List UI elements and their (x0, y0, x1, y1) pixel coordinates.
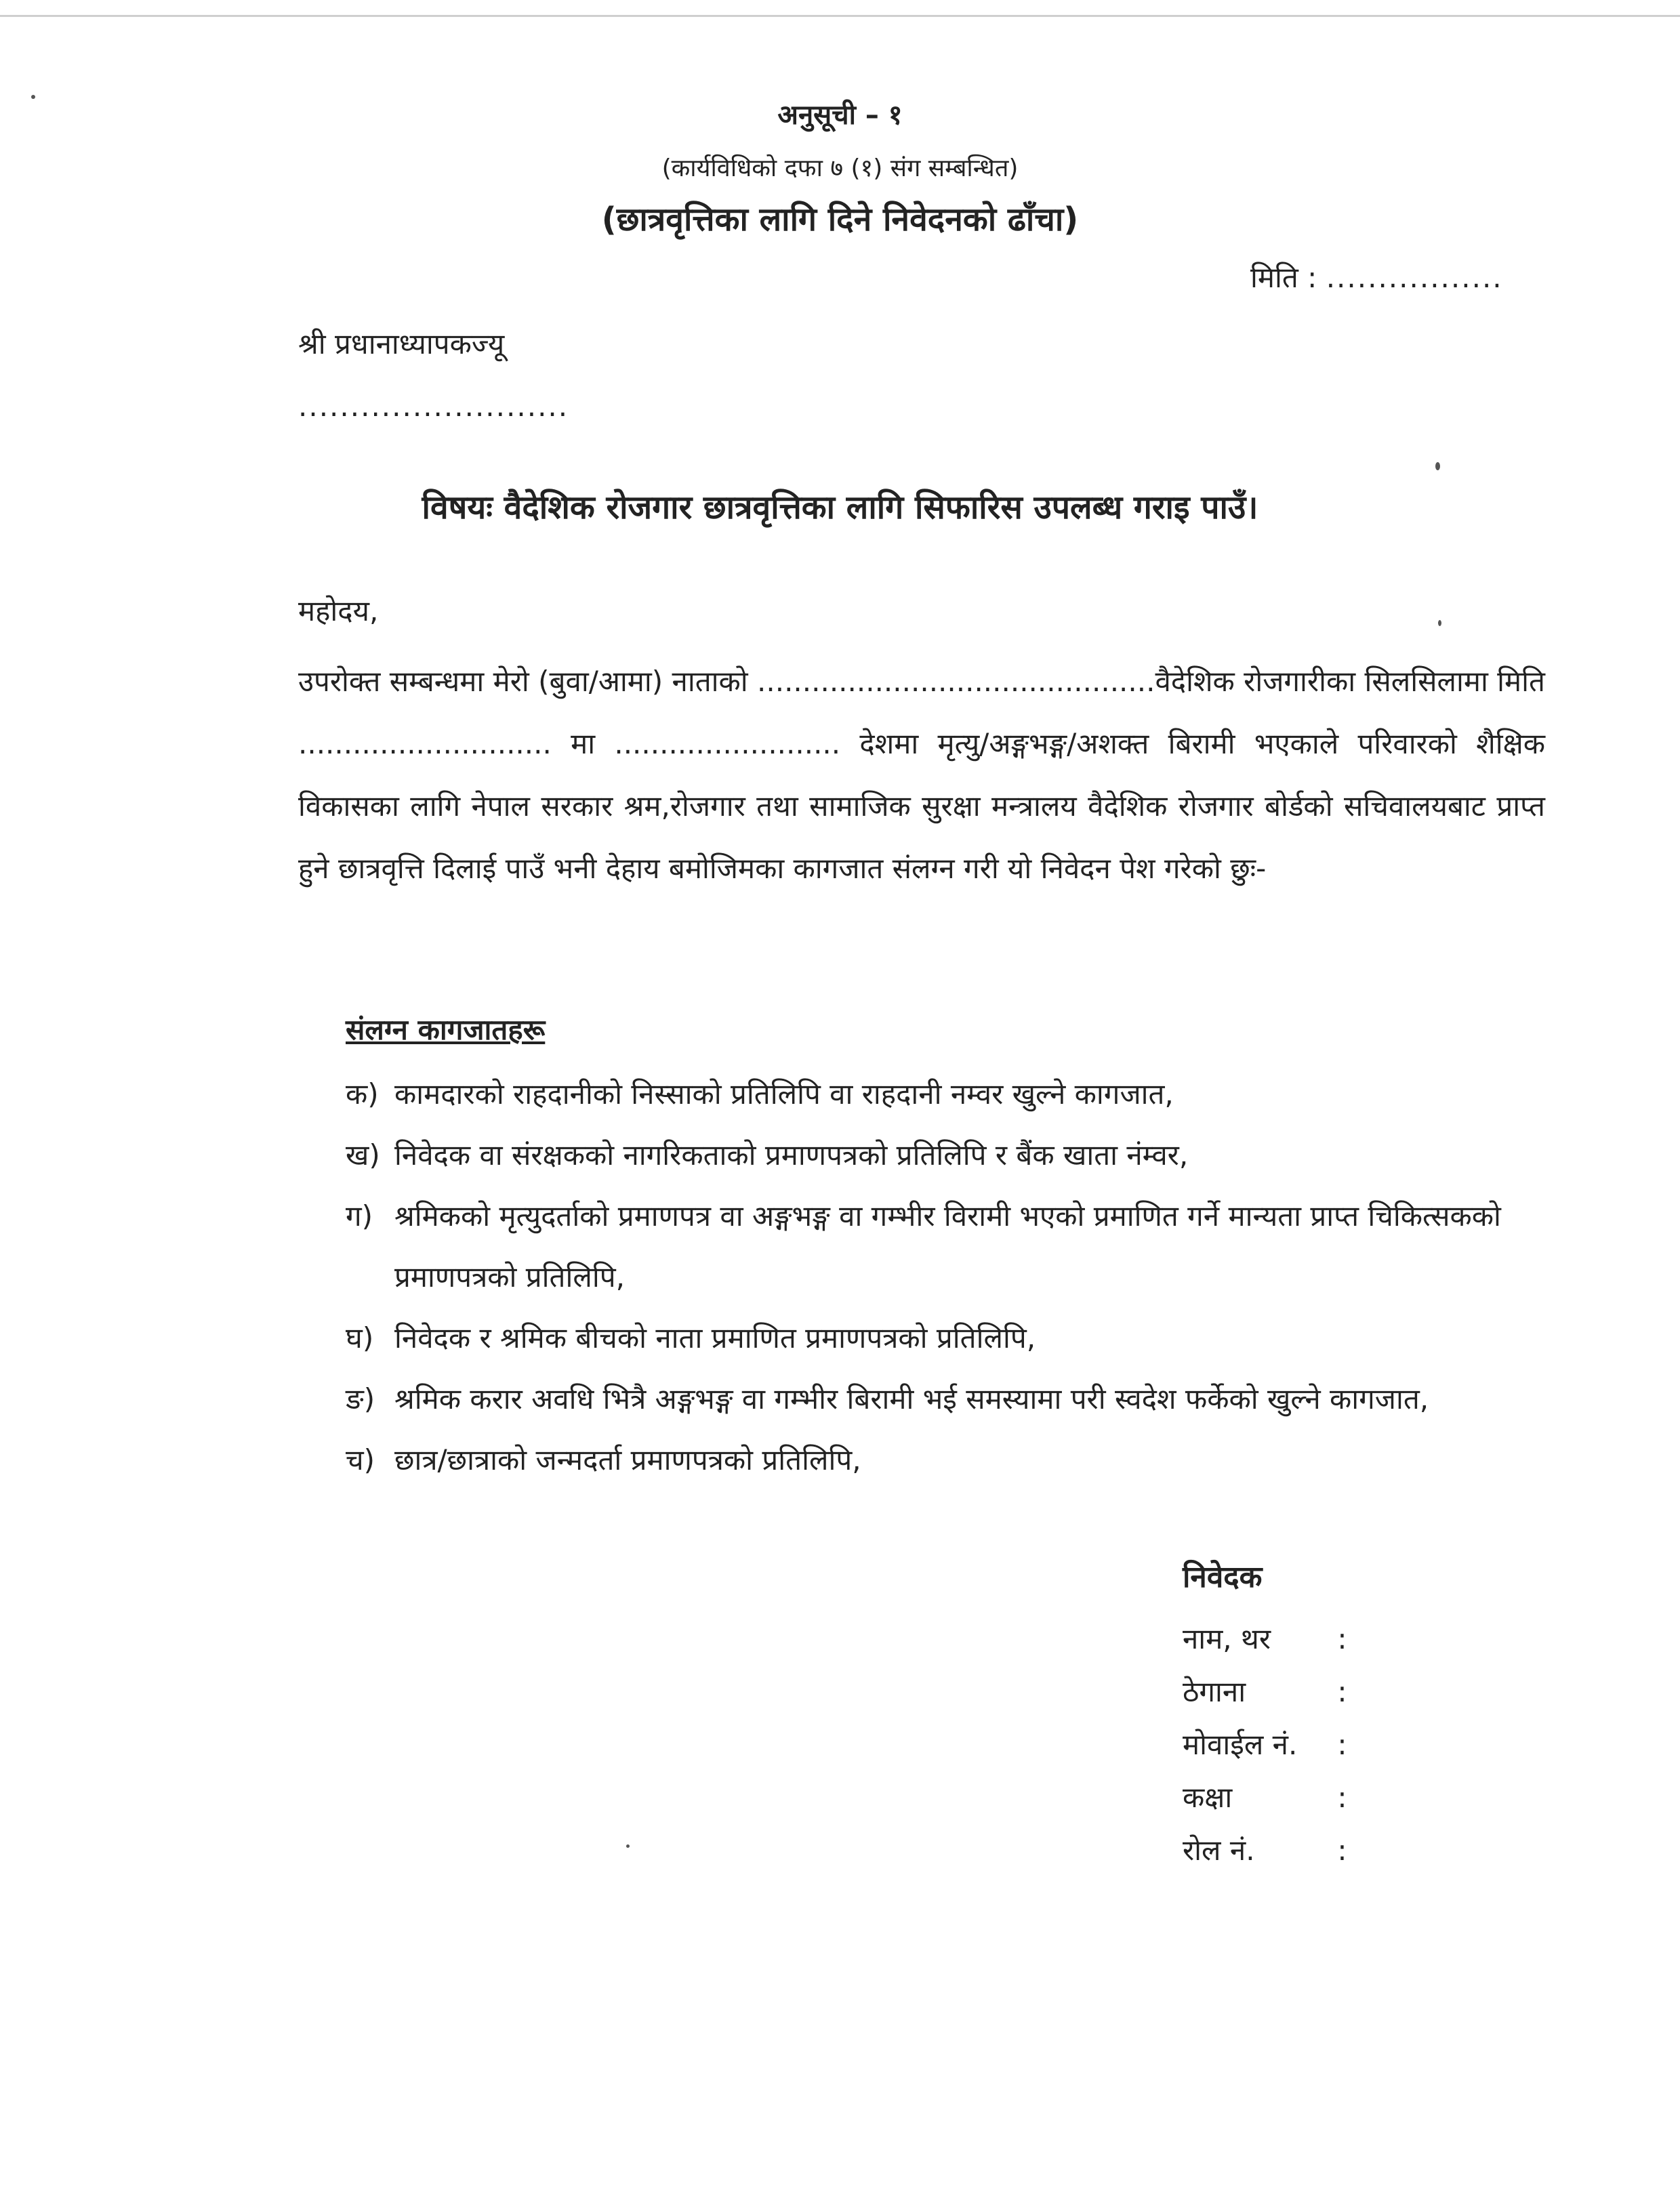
list-item-marker: ख) (346, 1138, 380, 1172)
list-item (346, 1308, 1545, 1369)
field-mobile (1183, 1718, 1347, 1771)
list-item-text: छात्र/छात्राको जन्मदर्ता प्रमाणपत्रको प्रतिलिपि, (394, 1443, 861, 1477)
scan-speck (1438, 620, 1441, 626)
field-label: मोवाईल नं. (1183, 1728, 1298, 1761)
list-item-marker: क) (346, 1077, 379, 1111)
field-class (1183, 1771, 1347, 1824)
list-item-marker: घ) (346, 1321, 374, 1355)
list-item (346, 1430, 1545, 1491)
field-address (1183, 1666, 1347, 1718)
field-label: कक्षा (1183, 1781, 1233, 1814)
list-item-marker: ग) (346, 1199, 373, 1233)
field-separator: : (1337, 1675, 1347, 1708)
list-item-text: श्रमिक करार अवधि भित्रै अङ्गभङ्ग वा गम्भीर बिरामी भई समस्यामा परी स्वदेश फर्केको खुल्ने कागजात, (394, 1382, 1429, 1416)
attachments-list (346, 1064, 1545, 1491)
field-separator: : (1337, 1622, 1347, 1655)
salutation: महोदय, (298, 594, 379, 627)
procedure-reference: (कार्यविधिको दफा ७ (१) संग सम्बन्धित) (661, 154, 1019, 182)
field-label: नाम, थर (1183, 1622, 1271, 1655)
scan-speck (31, 95, 35, 99)
list-item-marker: ङ) (346, 1382, 375, 1416)
field-separator: : (1337, 1834, 1347, 1867)
date-blank: ................. (1326, 261, 1503, 294)
date-label: मिति : (1250, 261, 1317, 294)
form-title: (छात्रवृत्तिका लागि दिने निवेदनको ढाँचा) (601, 201, 1079, 239)
addressee-blank: .......................... (298, 390, 569, 423)
applicant-heading: निवेदक (1183, 1560, 1263, 1594)
scan-edge-line (0, 15, 1680, 17)
field-label: रोल नं. (1183, 1834, 1255, 1867)
subject-line: विषयः वैदेशिक रोजगार छात्रवृत्तिका लागि सिफारिस उपलब्ध गराइ पाउँ। (422, 489, 1258, 527)
scan-speck (1435, 462, 1440, 470)
list-item-text: कामदारको राहदानीको निस्साको प्रतिलिपि वा राहदानी नम्वर खुल्ने कागजात, (394, 1077, 1174, 1111)
applicant-fields (1183, 1613, 1347, 1877)
field-name (1183, 1613, 1347, 1666)
list-item-text: श्रमिकको मृत्युदर्ताको प्रमाणपत्र वा अङ्गभङ्ग वा गम्भीर विरामी भएको प्रमाणित गर्ने मान्यता प्राप्त चिकित्सकको प्रमाणपत्रको प्रतिलिपि, (394, 1199, 1501, 1294)
attachments-heading: संलग्न कागजातहरू (346, 1013, 546, 1046)
date-line (1250, 257, 1503, 296)
list-item-marker: च) (346, 1443, 375, 1477)
scan-speck (626, 1844, 630, 1848)
schedule-label: अनुसूची – १ (777, 100, 903, 131)
list-item (346, 1125, 1545, 1186)
list-item (346, 1369, 1545, 1430)
list-item-text: निवेदक र श्रमिक बीचको नाता प्रमाणित प्रमाणपत्रको प्रतिलिपि, (394, 1321, 1036, 1355)
body-paragraph: उपरोक्त सम्बन्धमा मेरो (बुवा/आमा) नाताको ............................................वैदेशिक रोजगारीका सिलसिलामा मिति ............................ मा ......................... देशमा मृत्यु/अङ्गभङ्ग/अशक्त बिरामी भएकाले परिवारको शैक्षिक विकासका लागि नेपाल सरकार श्रम,रोजगार तथा सामाजिक सुरक्षा मन्त्रालय वैदेशिक रोजगार बोर्डको सचिवालयबाट प्राप्त हुने छात्रवृत्ति दिलाई पाउँ भनी देहाय बमोजिमका कागजात संलग्न गरी यो निवेदन पेश गरेको छुः- (298, 665, 1545, 885)
field-separator: : (1337, 1728, 1347, 1761)
addressee: श्री प्रधानाध्यापकज्यू (298, 327, 505, 360)
list-item (346, 1064, 1545, 1125)
list-item (346, 1186, 1545, 1308)
list-item-text: निवेदक वा संरक्षकको नागरिकताको प्रमाणपत्रको प्रतिलिपि र बैंक खाता नंम्वर, (394, 1138, 1189, 1172)
field-label: ठेगाना (1183, 1675, 1246, 1708)
field-separator: : (1337, 1781, 1347, 1814)
field-roll-number (1183, 1824, 1347, 1877)
